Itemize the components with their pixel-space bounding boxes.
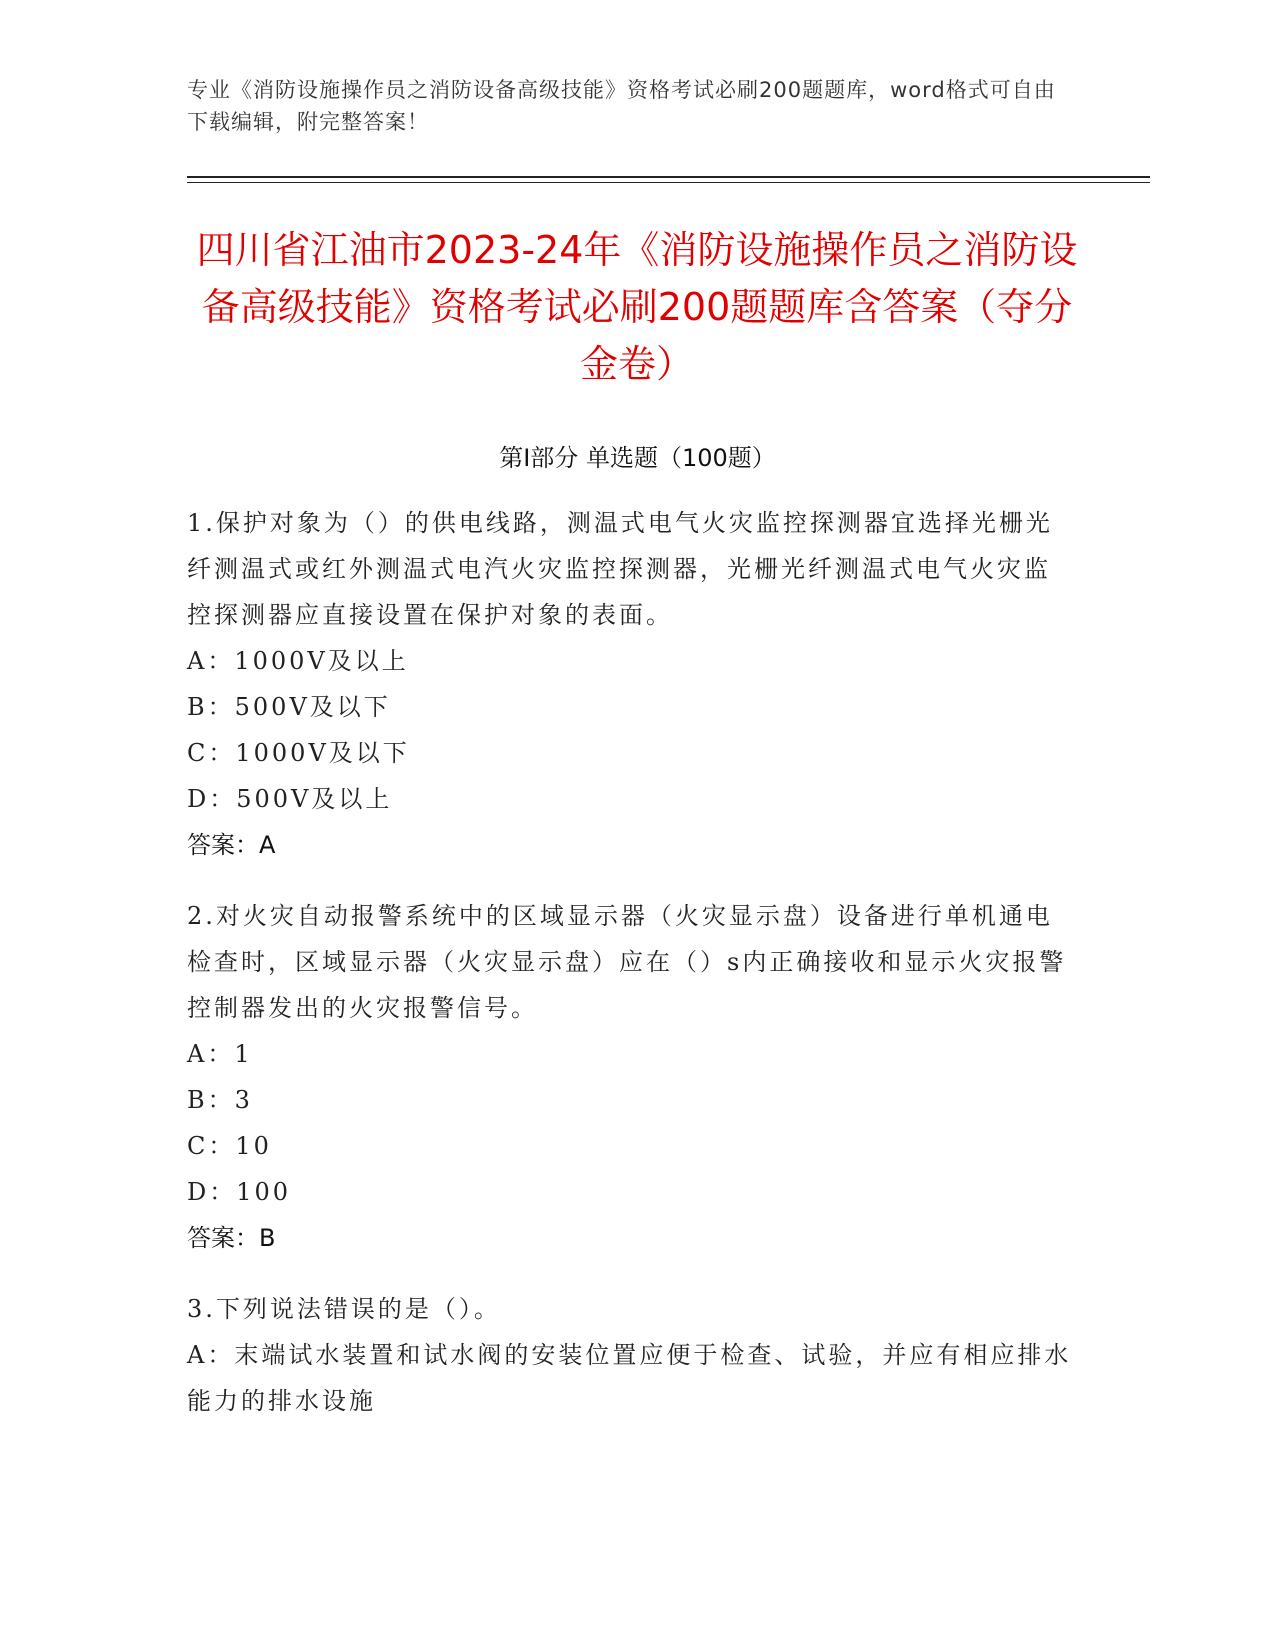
header-divider-thin bbox=[187, 182, 1150, 183]
option-a: A：1 bbox=[187, 1040, 253, 1068]
section-heading: 第Ⅰ部分 单选题（100题） bbox=[499, 444, 776, 472]
question-stem: 1.保护对象为（）的供电线路，测温式电气火灾监控探测器宜选择光栅光纤测温式或红外测温式电汽火灾监控探测器，光栅光纤测温式电气火灾监控探测器应直接设置在保护对象的表面。 bbox=[187, 509, 1053, 629]
option-b: B：3 bbox=[187, 1086, 253, 1114]
answer: 答案：A bbox=[187, 831, 276, 859]
question-1 bbox=[187, 500, 1077, 868]
question-2 bbox=[187, 893, 1077, 1261]
option-a: A：末端试水装置和试水阀的安装位置应便于检查、试验，并应有相应排水能力的排水设施 bbox=[187, 1341, 1072, 1415]
answer: 答案：B bbox=[187, 1224, 276, 1252]
option-a: A：1000V及以上 bbox=[187, 647, 409, 675]
option-b: B：500V及以下 bbox=[187, 693, 391, 721]
question-3 bbox=[187, 1286, 1077, 1424]
header-note: 专业《消防设施操作员之消防设备高级技能》资格考试必刷200题题库，word格式可自由下载编辑，附完整答案！ bbox=[187, 78, 1056, 134]
question-stem: 3.下列说法错误的是（）。 bbox=[187, 1295, 501, 1323]
question-stem: 2.对火灾自动报警系统中的区域显示器（火灾显示盘）设备进行单机通电检查时，区域显示器（火灾显示盘）应在（）s内正确接收和显示火灾报警控制器发出的火灾报警信号。 bbox=[187, 902, 1067, 1022]
option-d: D：100 bbox=[187, 1178, 292, 1206]
option-c: C：10 bbox=[187, 1132, 272, 1160]
document-title: 四川省江油市2023-24年《消防设施操作员之消防设备高级技能》资格考试必刷200题题库含答案（夺分金卷） bbox=[196, 228, 1078, 386]
option-c: C：1000V及以下 bbox=[187, 739, 410, 767]
option-d: D：500V及以上 bbox=[187, 785, 393, 813]
header-divider-thick bbox=[187, 176, 1150, 178]
